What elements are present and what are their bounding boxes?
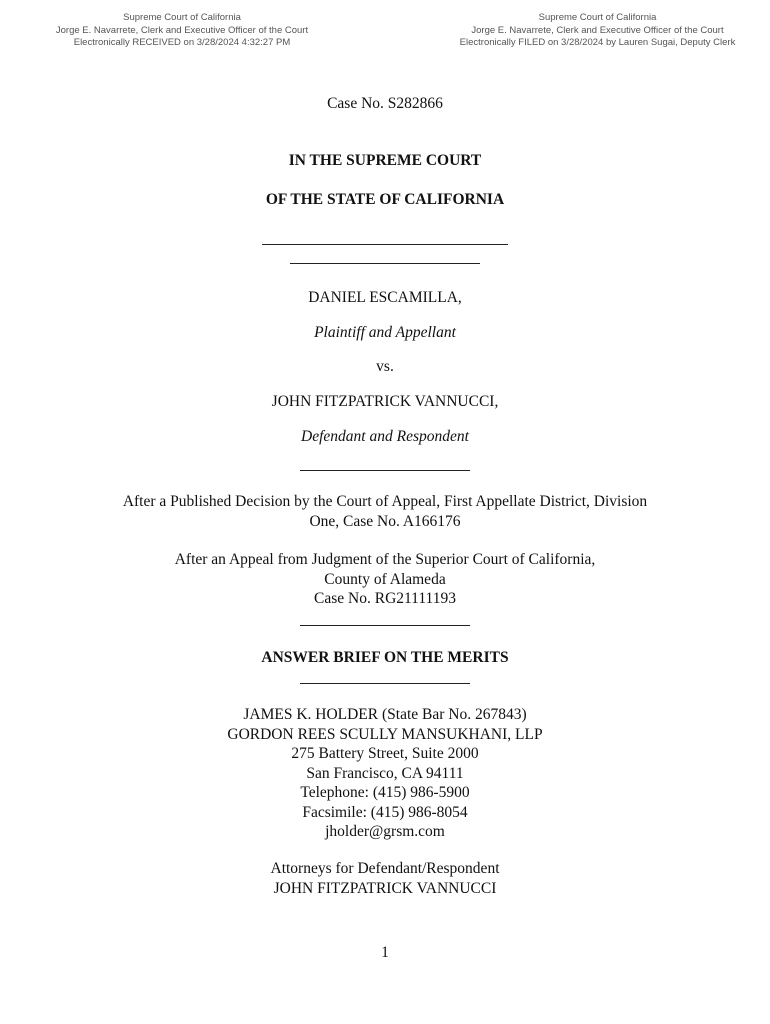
counsel-name: JAMES K. HOLDER (State Bar No. 267843) xyxy=(243,706,527,723)
versus-label: vs. xyxy=(376,358,394,375)
counsel-facsimile: Facsimile: (415) 986-8054 xyxy=(302,803,468,821)
trial-court-line3: Case No. RG21111193 xyxy=(314,590,456,607)
divider-rule xyxy=(300,625,470,626)
appeal-history-line2: One, Case No. A166176 xyxy=(309,512,461,530)
divider-rule xyxy=(300,683,470,684)
counsel-address-line2: San Francisco, CA 94111 xyxy=(306,764,464,782)
page-number: 1 xyxy=(381,944,389,961)
appeal-history xyxy=(60,492,710,531)
plaintiff-role: Plaintiff and Appellant xyxy=(314,324,456,341)
trial-court-line1: After an Appeal from Judgment of the Superior Court of California, xyxy=(174,551,596,568)
plaintiff-name: DANIEL ESCAMILLA, xyxy=(308,289,462,306)
received-stamp xyxy=(32,12,332,50)
defendant-role: Defendant and Respondent xyxy=(301,428,469,445)
filed-stamp-date: Electronically FILED on 3/28/2024 by Lauren Sugai, Deputy Clerk xyxy=(459,37,736,48)
counsel-firm: GORDON REES SCULLY MANSUKHANI, LLP xyxy=(227,725,543,743)
attorneys-for-line1: Attorneys for Defendant/Respondent xyxy=(270,860,500,877)
counsel-email: jholder@grsm.com xyxy=(325,823,445,840)
defendant-name: JOHN FITZPATRICK VANNUCCI, xyxy=(271,393,499,410)
appeal-history-line1: After a Published Decision by the Court of Appeal, First Appellate District, Division xyxy=(122,493,648,510)
filed-stamp xyxy=(445,12,750,50)
received-stamp-date: Electronically RECEIVED on 3/28/2024 4:32:27 PM xyxy=(73,37,291,48)
counsel-block xyxy=(60,705,710,842)
trial-court-history xyxy=(60,550,710,609)
counsel-telephone: Telephone: (415) 986-5900 xyxy=(300,784,470,801)
counsel-address-line1: 275 Battery Street, Suite 2000 xyxy=(291,745,479,762)
court-name-line1: IN THE SUPREME COURT xyxy=(288,152,482,169)
received-stamp-clerk: Jorge E. Navarrete, Clerk and Executive Officer of the Court xyxy=(55,24,309,36)
brief-title: ANSWER BRIEF ON THE MERITS xyxy=(261,649,509,666)
attorneys-for-block xyxy=(60,859,710,898)
attorneys-for-line2: JOHN FITZPATRICK VANNUCCI xyxy=(273,879,497,897)
divider-rule xyxy=(290,263,480,264)
case-number: Case No. S282866 xyxy=(327,95,443,112)
filed-stamp-court: Supreme Court of California xyxy=(538,12,657,23)
trial-court-line2: County of Alameda xyxy=(324,570,446,588)
filed-stamp-clerk: Jorge E. Navarrete, Clerk and Executive Officer of the Court xyxy=(471,24,724,36)
received-stamp-court: Supreme Court of California xyxy=(123,12,241,23)
divider-rule xyxy=(262,244,508,245)
divider-rule xyxy=(300,470,470,471)
court-name-line2: OF THE STATE OF CALIFORNIA xyxy=(265,191,505,208)
